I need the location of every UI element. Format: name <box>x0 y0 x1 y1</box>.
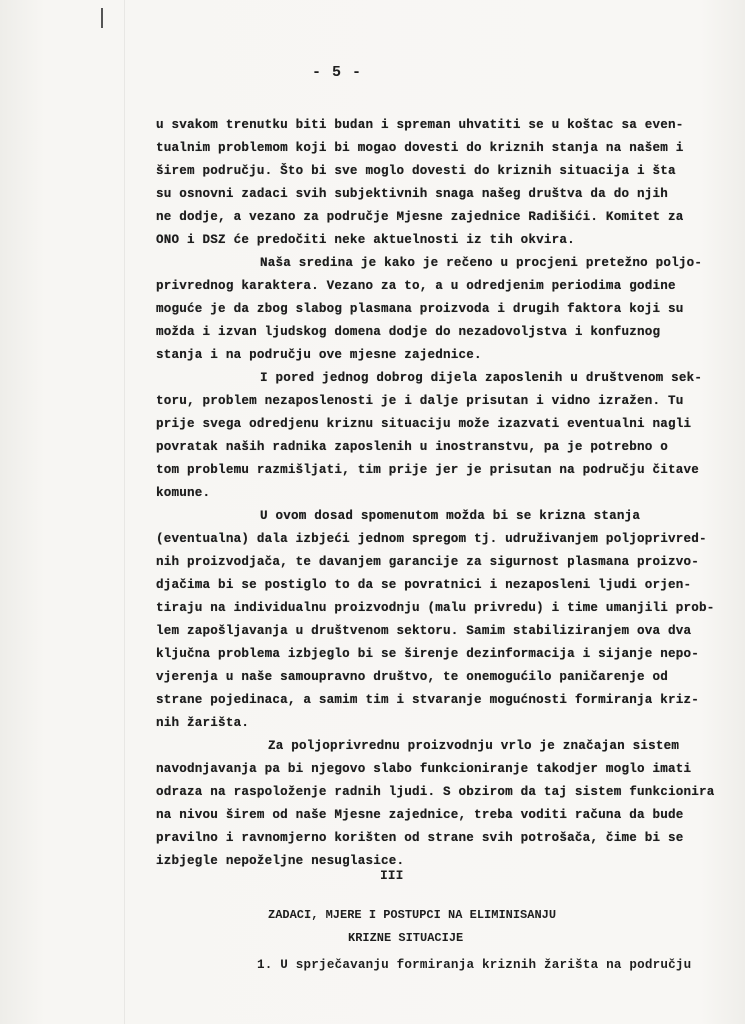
paragraph-3-line: tom problemu razmišljati, tim prije jer je prisutan na području čitave <box>156 463 700 477</box>
paragraph-4-line: U ovom dosad spomenutom možda bi se krizna stanja <box>260 509 641 523</box>
paragraph-1-line: tualnim problemom koji bi mogao dovesti do kriznih stanja na našem i <box>156 141 684 155</box>
paragraph-1-line: širem području. Što bi sve moglo dovesti do kriznih situacija i šta <box>156 164 676 178</box>
paragraph-2-line: stanja i na području ove mjesne zajednice. <box>156 348 482 362</box>
paragraph-4-line: (eventualna) dala izbjeći jednom spregom tj. udruživanjem poljoprivred- <box>156 532 707 546</box>
paragraph-4-line: ključna problema izbjeglo bi se širenje dezinformacija i sijanje nepo- <box>156 647 700 661</box>
paragraph-1-line: u svakom trenutku biti budan i spreman uhvatiti se u koštac sa even- <box>156 118 684 132</box>
paragraph-5-line: pravilno i ravnomjerno korišten od strane svih potrošača, čime bi se <box>156 831 684 845</box>
paragraph-5-line: izbjegle nepoželjne nesuglasice. <box>156 854 405 868</box>
paragraph-4-line: strane pojedinaca, a samim tim i stvaranje mogućnosti formiranja kriz- <box>156 693 700 707</box>
paragraph-2-line: moguće je da zbog slabog plasmana proizvoda i drugih faktora koji su <box>156 302 684 316</box>
section-numeral: III <box>380 868 404 883</box>
paragraph-3-line: povratak naših radnika zaposlenih u inostranstvu, pa je potrebno o <box>156 440 668 454</box>
paragraph-5-line: odraza na raspoloženje radnih ljudi. S obzirom da taj sistem funkcionira <box>156 785 715 799</box>
paragraph-4-line: lem zapošljavanja u društvenom sektoru. Samim stabiliziranjem ova dva <box>156 624 692 638</box>
paragraph-2-line: možda i izvan ljudskog domena dodje do nezadovoljstva i konfuznog <box>156 325 661 339</box>
paragraph-1-line: su osnovni zadaci svih subjektivnih snaga našeg društva da do njih <box>156 187 668 201</box>
paper-fold-line <box>124 0 125 1024</box>
paragraph-4-line: nih žarišta. <box>156 716 250 730</box>
paragraph-4-line: vjerenja u naše samoupravno društvo, te onemogućilo paničarenje od <box>156 670 668 684</box>
paragraph-3-line: I pored jednog dobrog dijela zaposlenih u društvenom sek- <box>260 371 703 385</box>
paragraph-2-line: privrednog karaktera. Vezano za to, a u odredjenim periodima godine <box>156 279 676 293</box>
section-heading-line-2: KRIZNE SITUACIJE <box>348 931 464 945</box>
paragraph-3-line: komune. <box>156 486 211 500</box>
paragraph-2-line: Naša sredina je kako je rečeno u procjeni pretežno poljo- <box>260 256 703 270</box>
paragraph-1-line: ONO i DSZ će predočiti neke aktuelnosti iz tih okvira. <box>156 233 575 247</box>
margin-mark <box>101 8 103 28</box>
paragraph-3-line: toru, problem nezaposlenosti je i dalje prisutan i vidno izražen. Tu <box>156 394 684 408</box>
paragraph-4-line: tiraju na individualnu proizvodnju (malu privredu) i time umanjili prob- <box>156 601 715 615</box>
paragraph-5-line: navodnjavanja pa bi njegovo slabo funkcioniranje takodjer moglo imati <box>156 762 692 776</box>
body-text <box>156 114 716 873</box>
paragraph-1-line: ne dodje, a vezano za područje Mjesne zajednice Radišići. Komitet za <box>156 210 684 224</box>
list-item-1: 1. U sprječavanju formiranja kriznih žarišta na području <box>257 958 692 972</box>
paragraph-5-line: na nivou širem od naše Mjesne zajednice, treba voditi računa da bude <box>156 808 684 822</box>
section-heading-line-1: ZADACI, MJERE I POSTUPCI NA ELIMINISANJU <box>268 908 557 922</box>
paragraph-5-line: Za poljoprivrednu proizvodnju vrlo je značajan sistem <box>268 739 680 753</box>
section-heading <box>268 904 628 950</box>
page-number: - 5 - <box>312 64 363 81</box>
paragraph-4-line: nih proizvodjača, te davanjem garancije za sigurnost plasmana proizvo- <box>156 555 700 569</box>
paragraph-4-line: djačima bi se postiglo to da se povratnici i nezaposleni ljudi orjen- <box>156 578 692 592</box>
paragraph-3-line: prije svega odredjenu kriznu situaciju može izazvati eventualni nagli <box>156 417 692 431</box>
